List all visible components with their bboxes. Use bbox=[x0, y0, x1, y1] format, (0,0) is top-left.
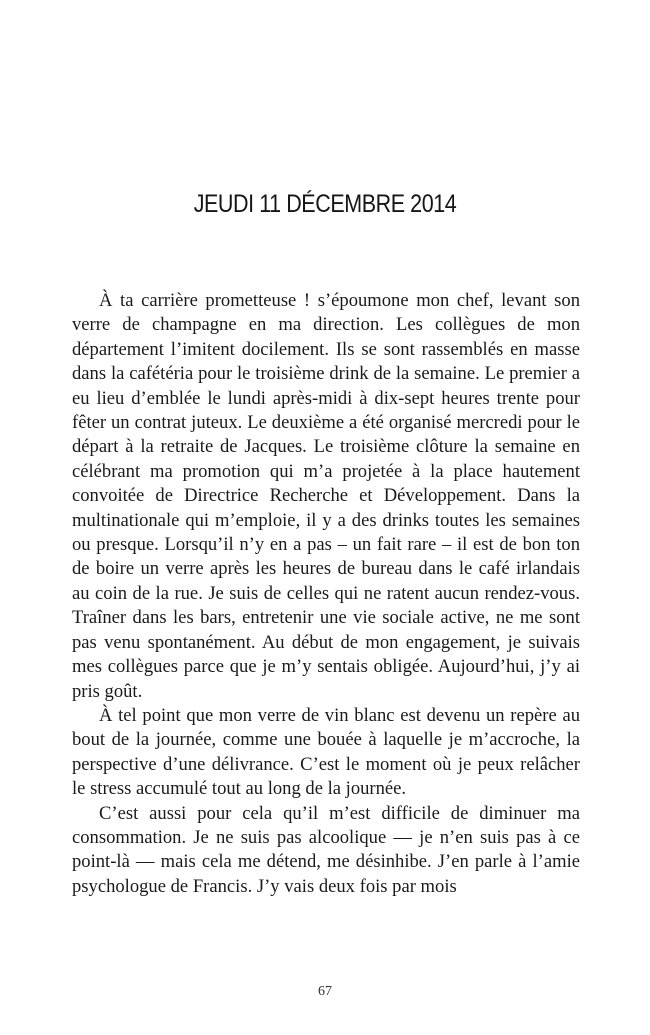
paragraph-2: À tel point que mon verre de vin blanc est devenu un repère au bout de la journée, comme une bouée à laquelle je m’accroche, la perspective d’une délivrance. C’est le moment où je peux relâcher le stress accumulé tout au long de la journée. bbox=[72, 704, 580, 800]
paragraph-3: C’est aussi pour cela qu’il m’est difficile de diminuer ma consommation. Je ne suis pas alcoolique — je n’en suis pas à ce point-là — mais cela me détend, me désinhibe. J’en parle à l’amie psychologue de Francis. J’y vais deux fois par mois bbox=[72, 802, 580, 897]
page-number: 67 bbox=[318, 984, 332, 999]
paragraph-1: À ta carrière prometteuse ! s’époumone mon chef, levant son verre de champagne en ma direction. Les collègues de mon département l’imitent docilement. Ils se sont rassemblés en masse dans la cafétéria pour le troisième drink de la semaine. Le premier a eu lieu d’emblée le lundi après-midi à dix-sept heures trente pour fêter un contrat juteux. Le deuxième a été organisé mercredi pour le départ à la retraite de Jacques. Le troisième clôture la semaine en célébrant ma promotion qui m’a projetée à la place hautement convoitée de Directrice Recherche et Développement. Dans la multinationale qui m’emploie, il y a des drinks toutes les semaines ou presque. Lorsqu’il n’y en a pas – un fait rare – il est de bon ton de boire un verre après les heures de bureau dans le café irlandais au coin de la rue. Je suis de celles qui ne ratent aucun rendez-vous. Traîner dans les bars, entretenir une vie sociale active, ne me sont pas venu spontanément. Au début de mon engagement, je suivais mes collègues parce que je m’y sentais obligée. Aujourd’hui, j’y ai pris goût. bbox=[72, 290, 580, 702]
chapter-title: JEUDI 11 DÉCEMBRE 2014 bbox=[193, 190, 457, 218]
body-text bbox=[72, 289, 580, 899]
